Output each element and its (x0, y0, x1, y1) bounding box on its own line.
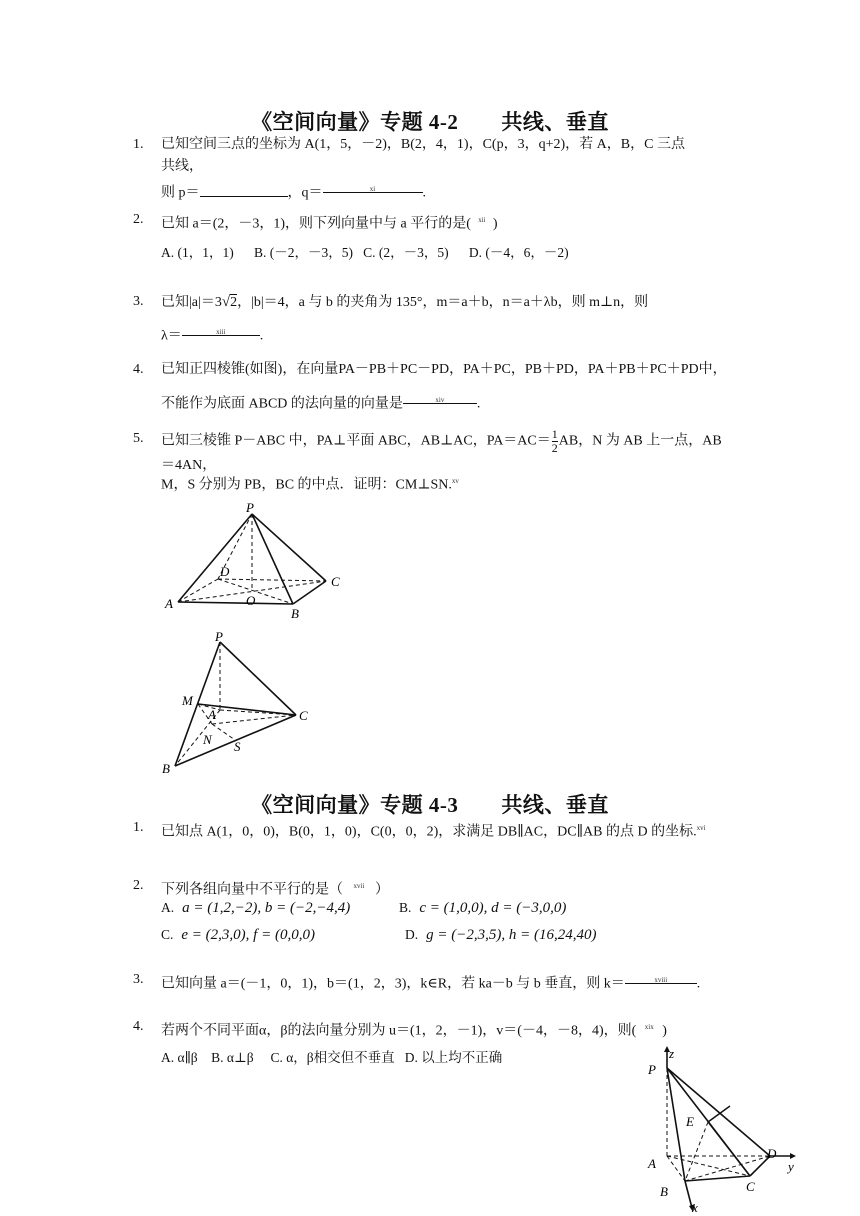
footnote-ref: xvi (696, 824, 706, 832)
q2-options: A. (1，1，1) B. (－2，－3，5) C. (2，－3，5) D. (－4，6，－2) (161, 245, 569, 260)
question-number: 1. (133, 820, 144, 835)
option-a: A. a = (1,2,−2), b = (−2,−4,4) (161, 900, 351, 916)
label-P: P (215, 630, 223, 644)
question-text: 若两个不同平面α，β的法向量分别为 u＝(1，2，－1)，v＝(－4，－8，4)，则( (161, 1023, 637, 1039)
label-C: C (746, 1179, 755, 1194)
label-O: O (246, 593, 256, 608)
footnote-ref: xv (451, 477, 459, 485)
footnote-ref: xviii (654, 976, 668, 984)
question-text: 下列各组向量中不平行的是（ (161, 882, 343, 898)
label-D: D (767, 1146, 777, 1161)
question-number: 5. (133, 431, 144, 446)
fraction-numerator: 1 (551, 427, 558, 441)
footnote-ref: xiii (216, 328, 226, 336)
label-x: x (692, 1200, 698, 1215)
label-P: P (246, 500, 254, 515)
fraction-denominator: 2 (551, 441, 558, 455)
question-number: 3. (133, 972, 144, 987)
label-P: P (648, 1062, 656, 1077)
answer-blank-q[interactable] (323, 178, 423, 193)
s2-q4-options: A. α∥β B. α⊥β C. α，β相交但不垂直 D. 以上均不正确 (161, 1050, 503, 1065)
question-text: 已知 a＝(2，－3，1)，则下列向量中与 a 平行的是( (161, 216, 471, 232)
option-c: C. e = (2,3,0), f = (0,0,0) (161, 927, 315, 943)
label-B: B (162, 761, 170, 775)
option-d: D. g = (−2,3,5), h = (16,24,40) (405, 927, 597, 943)
figure-square-pyramid (160, 498, 360, 623)
label-A: A (648, 1156, 656, 1171)
answer-blank-vector[interactable] (403, 389, 477, 404)
label-B: B (291, 606, 299, 621)
label-A: A (165, 596, 173, 611)
figure-coordinate-pyramid (640, 1046, 810, 1216)
label-N: N (203, 732, 212, 747)
question-text: 已知向量 a＝(－1，0，1)，b＝(1，2，3)，k∈R，若 ka－b 与 b 垂直，则 k＝ (161, 976, 625, 992)
question-number: 3. (133, 294, 144, 309)
figure-triangular-pyramid (160, 630, 320, 775)
question-text: 已知点 A(1，0，0)，B(0，1，0)，C(0，0，2)，求满足 DB∥AC，DC∥AB 的点 D 的坐标. (161, 824, 697, 840)
footnote-ref: xvii (353, 882, 365, 890)
label-E: E (686, 1114, 694, 1129)
answer-blank-k[interactable] (625, 969, 697, 984)
sqrt-radicand: 2 (230, 295, 238, 310)
label-D: D (220, 564, 230, 579)
label-C: C (299, 708, 308, 723)
answer-blank-lambda[interactable] (182, 321, 260, 336)
question-text: 已知正四棱锥(如图)，在向量PA－PB＋PC－PD，PA＋PC，PB＋PD，PA＋PB＋PC＋PD中， (161, 362, 727, 377)
answer-line: 则 p＝ ，q＝ $^{xi}$ . (161, 178, 733, 205)
footnote-ref: xiv (435, 396, 445, 404)
question-number: 4. (133, 362, 144, 377)
label-S: S (234, 739, 241, 754)
question-number: 4. (133, 1019, 144, 1034)
label-y: y (788, 1159, 794, 1174)
question-number: 2. (133, 212, 144, 227)
answer-blank-p[interactable] (200, 182, 288, 197)
question-text-cont: 共线， (161, 159, 203, 174)
footnote-ref: xii (478, 216, 486, 224)
question-number: 2. (133, 878, 144, 893)
section-title-4-3: 《空间向量》专题 4-3 共线、垂直 (251, 793, 609, 817)
label-B: B (660, 1184, 668, 1199)
section-title-4-2: 《空间向量》专题 4-2 共线、垂直 (251, 110, 609, 134)
label-M: M (182, 693, 193, 708)
footnote-ref: xi (369, 185, 376, 193)
question-number: 1. (133, 137, 144, 152)
label-C: C (331, 574, 340, 589)
footnote-ref: xix (644, 1023, 654, 1031)
option-b: B. c = (1,0,0), d = (−3,0,0) (399, 900, 567, 916)
label-A: A (208, 707, 216, 722)
label-z: z (669, 1046, 675, 1061)
question-text: 已知空间三点的坐标为 A(1，5，－2)，B(2，4，1)，C(p，3，q+2)，若 A，B，C 三点 (161, 137, 685, 152)
